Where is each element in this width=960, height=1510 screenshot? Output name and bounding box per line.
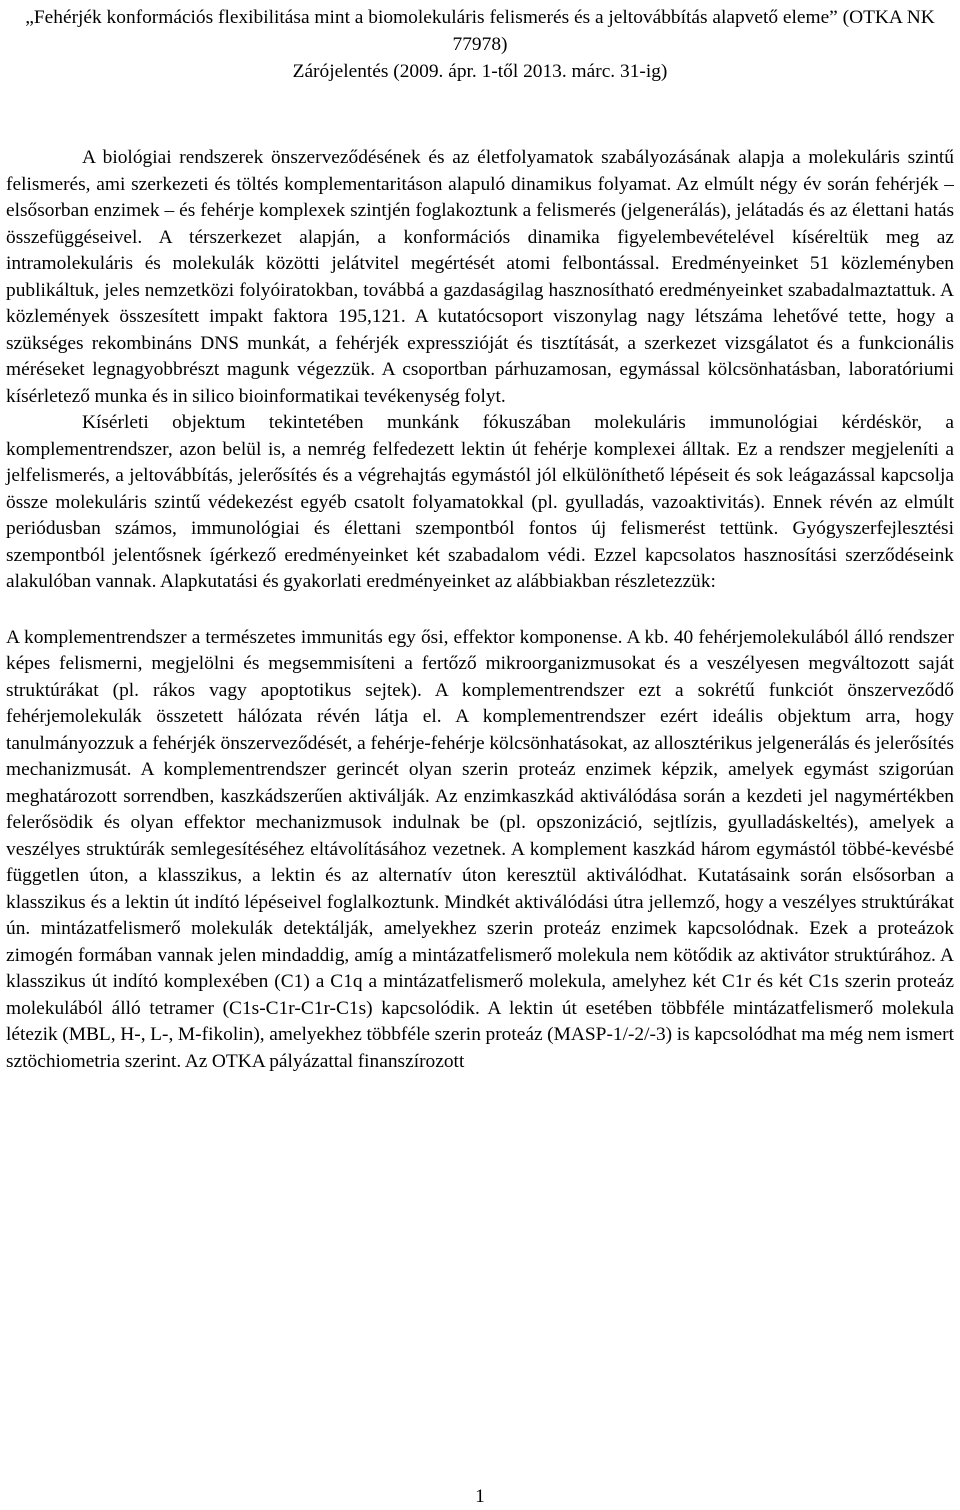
paragraph-summary: A biológiai rendszerek önszerveződésének és az életfolyamatok szabályozásának alapja a molekuláris szintű felismerés, ami szerkezeti és töltés komplementaritáson alapuló dinamikus folyamat. Az elmúlt négy év során fehérjék – elsősorban enzimek – és fehérje komplexek szintjén foglakoztunk a felismerés (jelgenerálás), jelátadás és az élettani hatás összefüggéseivel. A térszerkezet alapján, a konformációs dinamika figyelembevételével kíséreltük meg az intramolekuláris és molekulák közötti jelátvitel megértését atomi felbontással. Eredményeinket 51 közleményben publikáltuk, jeles nemzetközi folyóiratokban, továbbá a gazdaságilag hasznosítható eredményeinket szabadalmaztattuk. A közlemények összesített impakt faktora 195,121. A kutatócsoport viszonylag nagy létszáma lehetővé tette, hogy a szükséges rekombináns DNS munkát, a fehérjék expresszióját és tisztítását, a szerkezet vizsgálatot és a funkcionális méréseket legnagyobbrészt magunk végezzük. A csoportban párhuzamosan, egymással kölcsönhatásban, laboratóriumi kísérletező munka és in silico bioinformatikai tevékenység folyt.	[6, 147, 954, 407]
document-title: „Fehérjék konformációs flexibilitása mint a biomolekuláris felismerés és a jeltovábbítás alapvető eleme” (OTKA NK 77978)	[25, 7, 935, 55]
report-period: Zárójelentés (2009. ápr. 1-től 2013. márc. 31-ig)	[292, 61, 668, 82]
document-header	[6, 0, 954, 85]
document-page	[6, 0, 954, 1509]
paragraph-research-focus: Kísérleti objektum tekintetében munkánk fókuszában molekuláris immunológiai kérdéskör, a komplementrendszer, azon belül is, a nemrég felfedezett lektin út fehérje komplexei álltak. Ez a rendszer megjeleníti a jelfelismerés, a jeltovábbítás, jelerősítés és a végrehajtás egymástól jól elkülöníthető lépéseit és sok leágazással kapcsolja össze molekuláris szintű védekezést egyéb csatolt folyamatokkal (pl. gyulladás, vazoaktivitás). Ennek révén az elmúlt periódusban számos, immunológiai és élettani szempontból fontos új felismerést tettünk. Gyógyszerfejlesztési szempontból jelentősnek ígérkező eredményeinket két szabadalom védi. Ezzel kapcsolatos hasznosítási szerződéseink alakulóban vannak. Alapkutatási és gyakorlati eredményeinket az alábbiakban részletezzük:	[6, 412, 954, 592]
page-number: 1	[475, 1486, 485, 1507]
paragraph-complement-system: A komplementrendszer a természetes immunitás egy ősi, effektor komponense. A kb. 40 fehérjemolekulából álló rendszer képes felismerni, megjelölni és megsemmisíteni a fertőző mikroorganizmusokat és a veszélyesen megváltozott saját struktúrákat (pl. rákos vagy apoptotikus sejtek). A komplementrendszer ezt a sokrétű funkciót önszerveződő fehérjemolekulák összetett hálózata révén látja el. A komplementrendszer ezért ideális objektum arra, hogy tanulmányozzuk a fehérjék önszerveződését, a fehérje-fehérje kölcsönhatásokat, az allosztérikus jelgenerálás és jelerősítés mechanizmusát. A komplementrendszer gerincét olyan szerin proteáz enzimek képzik, amelyek egymást szigorúan meghatározott sorrendben, kaszkádszerűen aktiválják. Az enzimkaszkád aktiválódása során a kezdeti jel nagymértékben felerősödik és olyan effektor mechanizmusok indulnak be (pl. opszonizáció, sejtlízis, gyulladáskeltés), amelyek a veszélyes struktúrák semlegesítéséhez eltávolításához vezetnek. A komplement kaszkád három egymástól többé-kevésbé független úton, a klasszikus, a lektin és az alternatív úton keresztül aktiválódhat. Kutatásaink során elsősorban a klasszikus és a lektin út indító lépéseivel foglalkoztunk. Mindkét aktiválódási útra jellemző, hogy a veszélyes struktúrákat ún. mintázatfelismerő molekulák detektálják, amelyekhez szerin proteáz enzimek kapcsolódnak. Ezek a proteázok zimogén formában vannak jelen mindaddig, amíg a mintázatfelismerő molekula nem kötődik az aktivátor struktúrához. A klasszikus út indító komplexében (C1) a C1q a mintázatfelismerő molekula, amelyhez két C1r és két C1s szerin proteáz molekulából álló tetramer (C1s-C1r-C1r-C1s) kapcsolódik. A lektin út esetében többféle mintázatfelismerő molekula létezik (MBL, H-, L-, M-fikolin), amelyekhez többféle szerin proteáz (MASP-1/-2/-3) is kapcsolódhat ma még nem ismert sztöchiometria szerint. Az OTKA pályázattal finanszírozott	[6, 626, 954, 1072]
